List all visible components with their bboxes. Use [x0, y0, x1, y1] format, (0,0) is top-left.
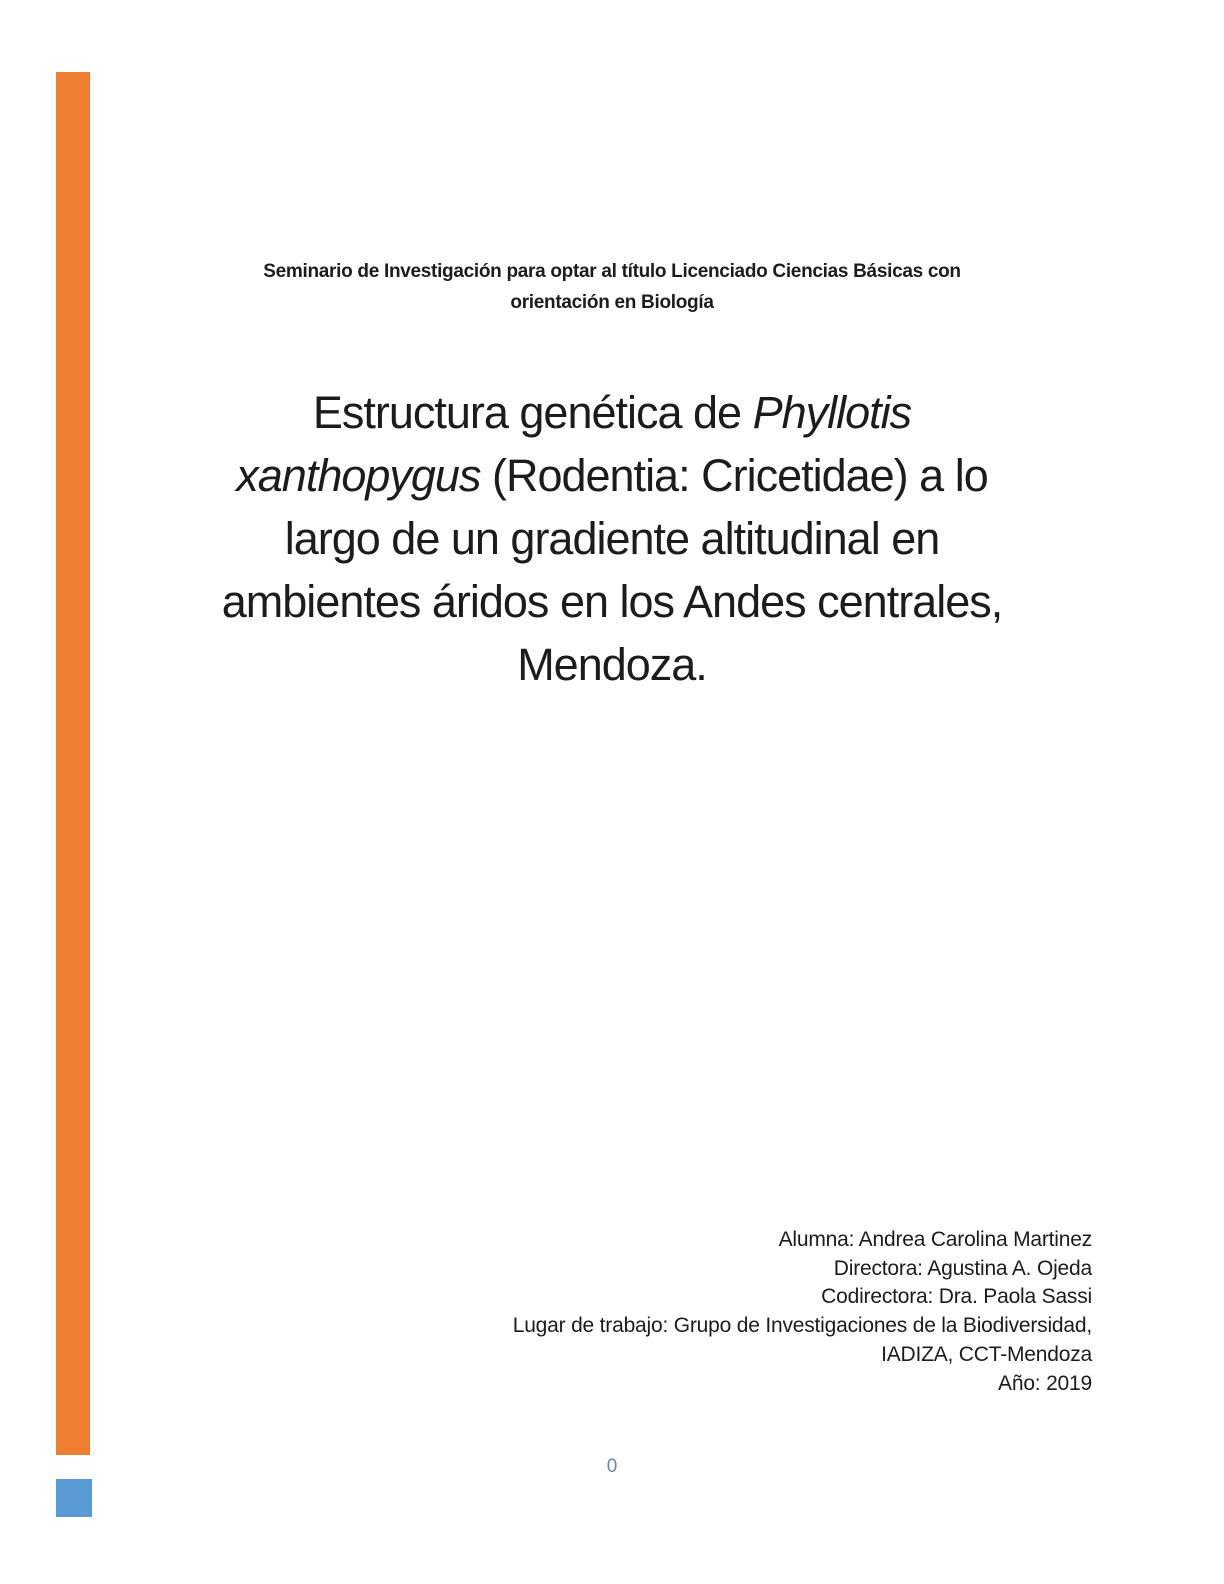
species-epithet-italic: xanthopygus: [236, 450, 481, 501]
credits-line-institute: IADIZA, CCT-Mendoza: [881, 1342, 1092, 1366]
credits-block: [513, 1226, 1092, 1398]
credits-line-workplace: Lugar de trabajo: Grupo de Investigaciones de la Biodiversidad,: [512, 1314, 1092, 1338]
left-accent-bar: [56, 72, 90, 1455]
credits-line-codirector: Codirectora: Dra. Paola Sassi: [821, 1285, 1092, 1309]
title-segment: Estructura genética de: [312, 387, 753, 438]
credits-line-year: Año: 2019: [998, 1371, 1092, 1395]
credits-line-student: Alumna: Andrea Carolina Martinez: [778, 1228, 1092, 1251]
document-title-line-4: [120, 570, 1104, 633]
document-title-line-3: [120, 507, 1104, 570]
seminar-note-line-1: Seminario de Investigación para optar al título Licenciado Ciencias Básicas con: [263, 261, 961, 282]
seminar-note-line-2: orientación en Biología: [510, 292, 714, 313]
species-genus-italic: Phyllotis: [752, 387, 912, 438]
title-segment: ambientes áridos en los Andes centrales,: [221, 576, 1003, 627]
document-title: [120, 381, 1104, 696]
document-title-line-5: [120, 633, 1104, 696]
footer-accent-square: [56, 1479, 92, 1517]
document-title-line-1: [120, 381, 1104, 444]
title-segment: (Rodentia: Cricetidae) a lo: [480, 450, 988, 501]
credits-line-director: Directora: Agustina A. Ojeda: [833, 1256, 1092, 1280]
seminar-note: [130, 256, 1094, 318]
title-segment: largo de un gradiente altitudinal en: [284, 513, 940, 564]
page-number: 0: [606, 1456, 618, 1477]
page-footer: [0, 1456, 1224, 1478]
document-title-line-2: [120, 444, 1104, 507]
title-segment: Mendoza.: [517, 639, 707, 690]
